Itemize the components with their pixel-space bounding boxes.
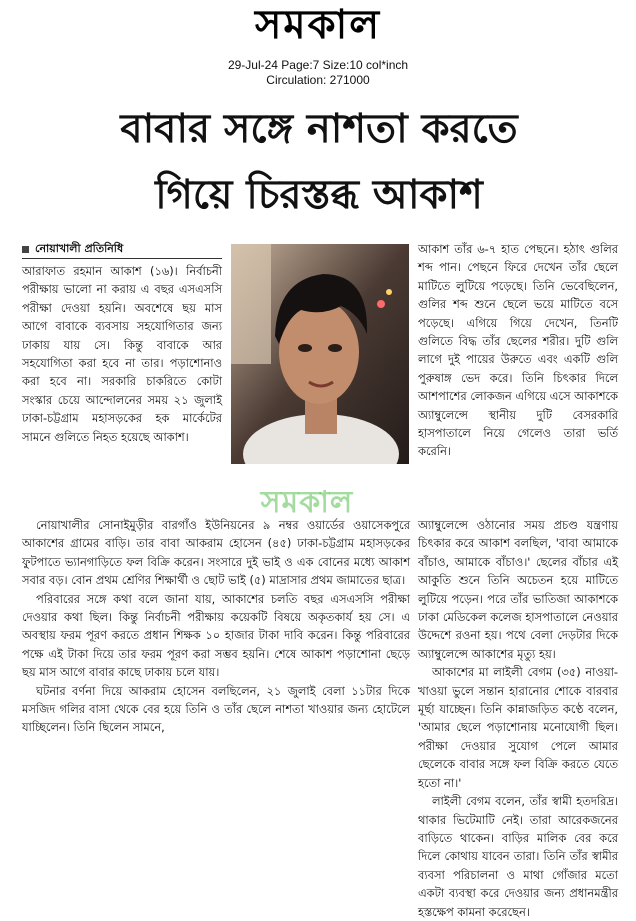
paragraph: অ্যাম্বুলেন্সে ওঠানোর সময় প্রচণ্ড যন্ত্রণায় চিৎকার করে আকাশ বলছিল, 'বাবা আমাকে বাঁচাও, আমাকে বাঁচাও।' ছেলের বাঁচার এই আকুতি শুনে তিনি অচেতন হয়ে মাটিতে লুটিয়ে পড়েন। পরে তাঁর ভাতিজা আকাশকে ঢাকা মেডিকেল কলেজ হাসপাতালে নেওয়ার উদ্দেশে রওনা হয়। পথে বেলা দেড়টার দিকে অ্যাম্বুলেন্সে আকাশের মৃত্যু হয়। — [418, 518, 618, 661]
byline — [22, 240, 222, 259]
masthead-watermark: সমকাল — [260, 485, 354, 520]
paragraph: আকাশের মা লাইলী বেগম (৩৫) নাওয়া-খাওয়া ভুলে সন্তান হারানোর শোকে বারবার মূর্ছা যাচ্ছেন। তিনি কান্নাজড়িত কণ্ঠে বলেন, 'আমার ছেলে পড়াশোনায় মনোযোগী ছিল। পরীক্ষা দেওয়ার সুযোগ পেলে আমার ছেলেকে বাবার সঙ্গে ফল বিক্রি করতে যেতে হতো না।' — [418, 665, 618, 790]
byline-rule — [22, 258, 222, 259]
column-2-top — [418, 240, 618, 461]
byline-square-icon — [22, 246, 29, 253]
headline-line-1: বাবার সঙ্গে নাশতা করতে — [120, 106, 518, 152]
paragraph: লাইলী বেগম বলেন, তাঁর স্বামী হতদরিদ্র। থাকার ভিটেমাটি নেই। তারা আরেকজনের বাড়িতে থাকেন। বাড়ির মালিক বের করে দিলে কোথায় যাবেন তারা। তিনি তাঁর স্বামীর ব্যবসা পরিচালনা ও মাথা গোঁজার মতো একটা ব্যবস্থা করে দেওয়ার জন্য প্রধানমন্ত্রীর হস্তক্ষেপ কামনা করেছেন। — [418, 794, 618, 919]
newspaper-masthead: সমকাল — [254, 2, 382, 48]
paragraph: ঘটনার বর্ণনা দিয়ে আকরাম হোসেন বলছিলেন, ২১ জুলাই বেলা ১১টার দিকে মসজিদ গলির বাসা থেকে বের হয়ে তিনি ও তাঁর ছেলে নাশতা খাওয়ার জন্য হোটেলে যাচ্ছিলেন। তিনি ছিলেন সামনে, — [22, 683, 410, 735]
clipping-meta-line: 29-Jul-24 Page:7 Size:10 col*inch — [227, 58, 409, 72]
circulation-line: Circulation: 271000 — [266, 73, 370, 87]
portrait-image — [231, 244, 409, 464]
article-photo — [231, 244, 409, 464]
headline-line-2: গিয়ে চিরস্তব্ধ আকাশ — [155, 172, 483, 218]
paragraph: আকাশ তাঁর ৬-৭ হাত পেছনে। হঠাৎ গুলির শব্দ পান। পেছনে ফিরে দেখেন তাঁর ছেলে মাটিতে লুটিয়ে পড়েছে। তিনি ভেবেছিলেন, গুলির শব্দ শুনে ছেলে ভয়ে মাটিতে বসে পড়েছে। এগিয়ে গিয়ে দেখেন, তিনটি গুলিতে বিদ্ধ তাঁর ছেলের শরীর। দুটি গুলি লাগে দুই পায়ের উরুতে এবং একটি গুলি পুরুষাঙ্গ ভেদ করে। তিনি চিৎকার দিলে আশপাশের লোকজন এগিয়ে এসে আকাশকে অ্যাম্বুলেন্সে স্থানীয় দুটি বেসরকারি হাসপাতালে নিয়ে গেলেও তারা ভর্তি করেনি। — [418, 242, 618, 459]
paragraph: নোয়াখালীর সোনাইমুড়ীর বারগাঁও ইউনিয়নের ৯ নম্বর ওয়ার্ডের ওয়াসেকপুরে আকাশের গ্রামের বাড়ি। তার বাবা আকরাম হোসেন (৪৫) ঢাকা-চট্টগ্রাম মহাসড়কের ফুটপাতে ভ্যানগাড়িতে ফল বিক্রি করেন। সংসারে দুই ভাই ও এক বোনের মধ্যে আকাশ সবার বড়। বোন প্রথম শ্রেণির শিক্ষার্থী ও ছোট ভাই (৫) মাদ্রাসার প্রথম জামাতের ছাত্র। — [22, 518, 410, 588]
paragraph: পরিবারের সঙ্গে কথা বলে জানা যায়, আকাশের চলতি বছর এসএসসি পরীক্ষা দেওয়ার কথা ছিল। কিন্তু নির্বাচনী পরীক্ষায় কয়েকটি বিষয়ে অকৃতকার্য হয় সে। এ অবস্থায় ফরম পূরণ করতে প্রধান শিক্ষক ১০ হাজার টাকা দাবি করেন। কিন্তু পরিবারের পক্ষে এই টাকা দিয়ে তার ফরম পূরণ করা সম্ভব হয়নি। শেষে আকাশ পড়াশোনা ছেড়ে ছয় মাস আগে বাবার কাছে ঢাকায় চলে যায়। — [22, 591, 410, 680]
column-2-wide — [418, 516, 618, 921]
byline-text: নোয়াখালী প্রতিনিধি — [35, 242, 124, 255]
column-1-wide — [22, 516, 410, 737]
column-1-top — [22, 262, 222, 446]
paragraph: আরাফাত রহমান আকাশ (১৬)। নির্বাচনী পরীক্ষায় ভালো না করায় এ বছর এসএসসি পরীক্ষা দেওয়া হয়নি। অবশেষে ছয় মাস আগে বাবাকে ব্যবসায় সহযোগিতার জন্য ঢাকায় যায় সে। কিন্তু বাবাকে আর সহযোগিতা করা হবে না তার। পড়াশোনাও করা হবে না। সরকারি চাকরিতে কোটা সংস্কার চেয়ে আন্দোলনের সময় ২১ জুলাই ঢাকা-চট্টগ্রাম মহাসড়কের হক মার্কেটের সামনে গুলিতে নিহত হয়েছে আকাশ। — [22, 264, 222, 444]
